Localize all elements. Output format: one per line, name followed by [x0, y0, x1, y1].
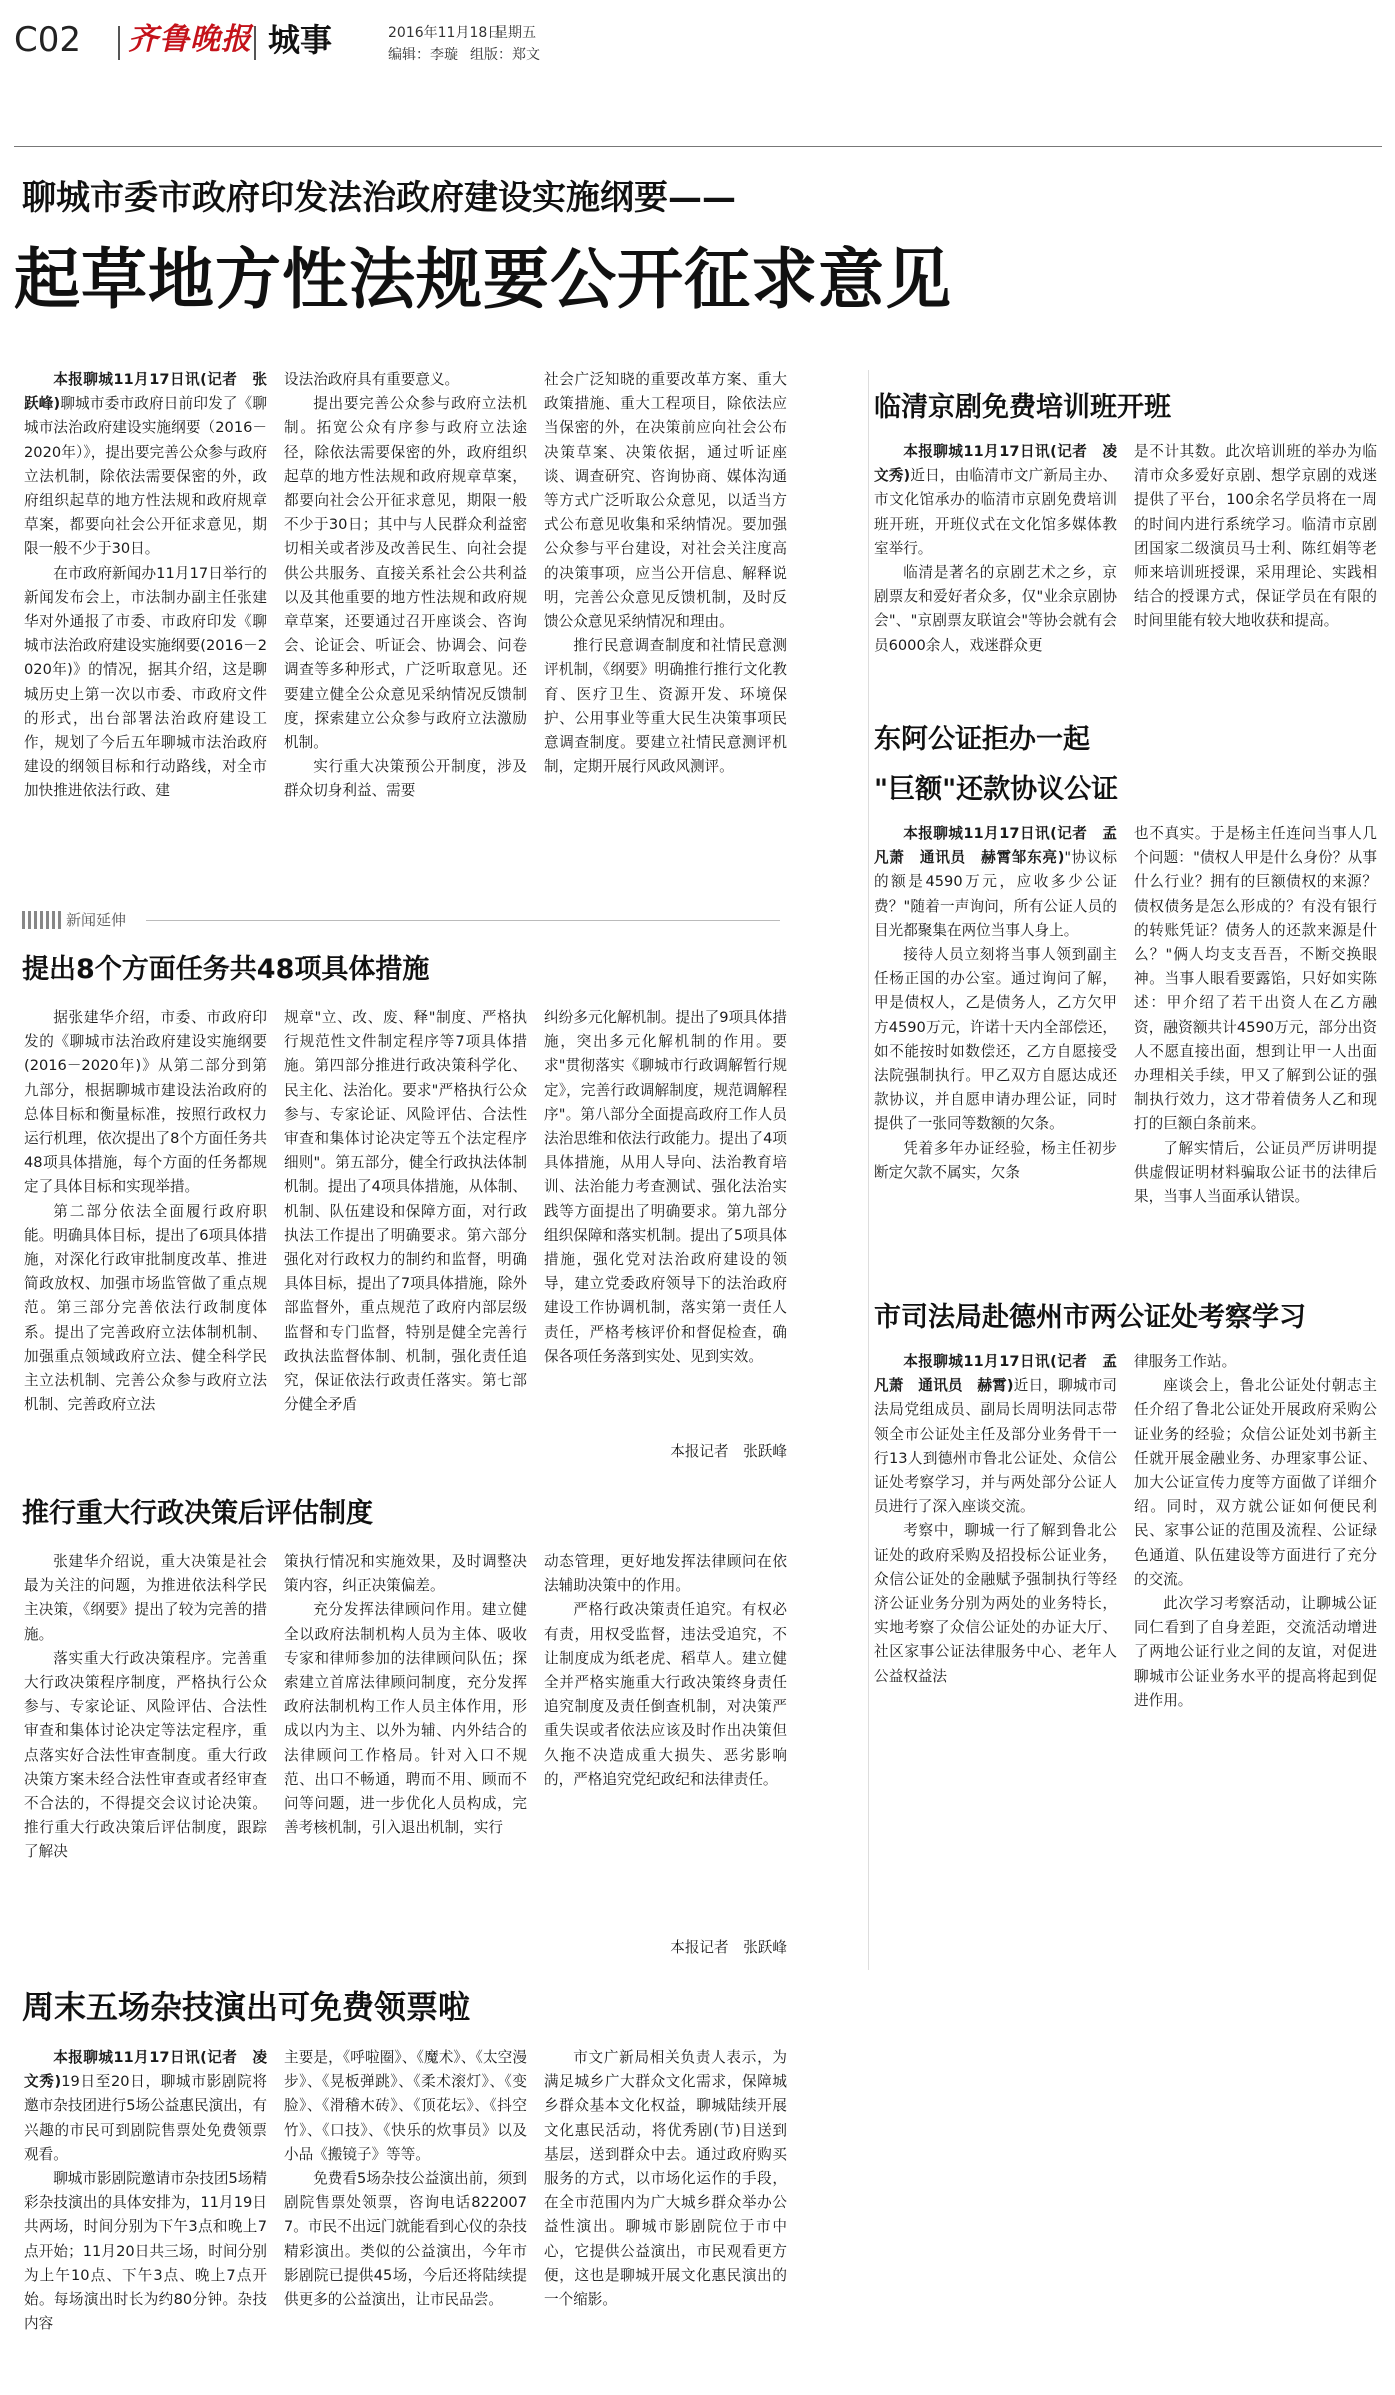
r2-column-2 [1134, 822, 1377, 1288]
paragraph: 充分发挥法律顾问作用。建立健全以政府法制机构人员为主体、吸收专家和律师参加的法律顾问队伍；探索建立首席法律顾问制度，充分发挥政府法制机构工作人员主体作用，形成以内为主、以外为辅、内外结合的法律顾问工作格局。针对入口不规范、出口不畅通，聘而不用、顾而不问等问题，进一步优化人员构成，完善考核机制，引入退出机制，实行 [284, 1601, 527, 1837]
section-title: 推行重大行政决策后评估制度 [22, 1498, 373, 1529]
byline: 本报记者 张跃峰 [670, 1443, 787, 1460]
paper-logo: 齐鲁晚报 [128, 22, 252, 57]
r3-column-2 [1134, 1350, 1377, 1834]
article-title: 临清京剧免费培训班开班 [874, 392, 1171, 423]
issue-date: 2016年11月18日 [388, 25, 502, 41]
paragraph: 提出要完善公众参与政府立法机制。拓宽公众有序参与政府立法途径，除依法需要保密的外，政府组织起草的地方性法规和政府规章草案，都要向社会公开征求意见，期限一般不少于30日；其中与人民群众利益密切相关或者涉及改善民生、向社会提供公共服务、直接关系社会公共利益以及其他重要的地方性法规和政府规章草案，还要通过召开座谈会、咨询会、论证会、听证会、协调会、问卷调查等多种形式，广泛听取意见。还要建立健全公众意见采纳情况反馈制度，探索建立公众参与政府立法激励机制。 [284, 395, 527, 752]
paragraph: 落实重大行政决策程序。完善重大行政决策程序制度，严格执行公众参与、专家论证、风险评估、合法性审查和集体讨论决定等法定程序，重点落实好合法性审查制度。重大行政决策方案未经合法性审查或者经审查不合法的，不得提交会议讨论决策。推行重大行政决策后评估制度，跟踪了解决 [24, 1649, 267, 1861]
sec2-column-3 [544, 1550, 787, 1934]
paragraph: 座谈会上，鲁北公证处付朝志主任介绍了鲁北公证处开展政府采购公证业务的经验；众信公证处刘书新主任就开展金融业务、办理家事公证、加大公证宣传力度等方面做了详细介绍。同时，双方就公证如何便民利民、家事公证的范围及流程、公证绿色通道、队伍建设等方面进行了充分的交流。 [1134, 1377, 1377, 1588]
sec1-column-3 [544, 1006, 787, 1440]
paragraph: 在市政府新闻办11月17日举行的新闻发布会上，市法制办副主任张建华对外通报了市委、市政府印发《聊城市法治政府建设实施纲要(2016－2020年)》的情况，据其介绍，这是聊城历史上第一次以市委、市政府文件的形式，出台部署法治政府建设工作，规划了今后五年聊城市法治政府建设的纲领目标和行动路线，对全市加快推进依法行政、建 [24, 564, 267, 800]
r3-column-1 [874, 1350, 1117, 1834]
paragraph: 张建华介绍说，重大决策是社会最为关注的问题，为推进依法科学民主决策，《纲要》提出了较为完善的措施。 [24, 1553, 267, 1643]
sec3-column-1 [24, 2046, 267, 2384]
paragraph: 接待人员立刻将当事人领到副主任杨正国的办公室。通过询问了解，甲是债权人，乙是债务人，乙方欠甲方4590万元，许诺十天内全部偿还，如不能按时如数偿还，乙方自愿接受法院强制执行。甲乙双方自愿达成还款协议，并自愿申请办理公证，同时提供了一张同等数额的欠条。 [874, 946, 1117, 1133]
sec2-column-1 [24, 1550, 267, 1958]
paragraph: 此次学习考察活动，让聊城公证同仁看到了自身差距，交流活动增进了两地公证行业之间的友谊，对促进聊城市公证业务水平的提高将起到促进作用。 [1134, 1595, 1377, 1709]
section-title: 周末五场杂技演出可免费领票啦 [22, 1988, 471, 2026]
paragraph: 凭着多年办证经验，杨主任初步断定欠款不属实，欠条 [874, 1139, 1117, 1181]
sec3-column-3 [544, 2046, 787, 2384]
section-title: 提出8个方面任务共48项具体措施 [22, 954, 430, 985]
paragraph: 免费看5场杂技公益演出前，须到剧院售票处领票，咨询电话8220077。市民不出远门就能看到心仪的杂技精彩演出。类似的公益演出，今年市影剧院已提供45场，今后还将陆续提供更多的公益演出，让市民品尝。 [284, 2170, 527, 2309]
dateline: 本报聊城11月17日讯(记者 孟凡萧 通讯员 赫霄)近日，聊城市司法局党组成员、副局长周明法同志带领全市公证处主任及部分业务骨干一行13人到德州市鲁北公证处、众信公证处考察学习，并与两处部分公证人员进行了深入座谈交流。 [874, 1353, 1117, 1516]
paragraph: 策执行情况和实施效果，及时调整决策内容，纠正决策偏差。 [284, 1553, 527, 1595]
weekday: 星期五 [494, 25, 536, 41]
r1-column-2 [1134, 440, 1377, 712]
article-title: 市司法局赴德州市两公证处考察学习 [874, 1302, 1306, 1333]
paragraph: 也不真实。于是杨主任连问当事人几个问题："债权人甲是什么身份？从事什么行业？拥有的巨额债权的来源？债权债务是怎么形成的？有没有银行的转账凭证？债务人的还款来源是什么？"俩人均支支吾吾，不断交换眼神。当事人眼看要露馅，只好如实陈述：甲介绍了若干出资人在乙方融资，融资额共计4590万元，部分出资人不愿直接出面，想到让甲一人出面办理相关手续，甲又了解到公证的强制执行效力，这才带着债务人乙和现打的巨额白条前来。 [1134, 825, 1377, 1133]
r1-column-1 [874, 440, 1117, 712]
masthead-rule [14, 146, 1382, 147]
paragraph: 考察中，聊城一行了解到鲁北公证处的政府采购及招投标公证业务，众信公证处的金融赋予强制执行等经济公证业务分别为两处的业务特长，实地考察了众信公证处的办证大厅、社区家事公证法律服务中心、老年人公益权益法 [874, 1522, 1117, 1685]
section-name: 城事 [268, 21, 333, 59]
paragraph: 了解实情后，公证员严厉讲明提供虚假证明材料骗取公证书的法律后果，当事人当面承认错误。 [1134, 1139, 1377, 1206]
byline: 本报记者 张跃峰 [670, 1939, 787, 1956]
masthead-divider [118, 26, 120, 60]
dateline: 本报聊城11月17日讯(记者 凌文秀)近日，由临清市文广新局主办、市文化馆承办的临清市京剧免费培训班开班，开班仪式在文化馆多媒体教室举行。 [874, 443, 1117, 557]
paragraph: 社会广泛知晓的重要改革方案、重大政策措施、重大工程项目，除依法应当保密的外，在决策前应向社会公布决策草案、决策依据，通过听证座谈、调查研究、咨询协商、媒体沟通等方式广泛听取公众意见，以适当方式公布意见收集和采纳情况。要加强公众参与平台建设，对社会关注度高的决策事项，应当公开信息、解释说明，完善公众意见反馈机制，及时反馈公众意见采纳情况和理由。 [544, 371, 787, 631]
lead-column-1 [24, 368, 267, 892]
article-kicker: 东阿公证拒办一起 [874, 724, 1090, 755]
paragraph: 律服务工作站。 [1134, 1353, 1237, 1370]
lead-headline: 起草地方性法规要公开征求意见 [14, 241, 952, 318]
paragraph: 据张建华介绍，市委、市政府印发的《聊城市法治政府建设实施纲要(2016－2020年)》从第二部分到第九部分，根据聊城市建设法治政府的总体目标和衡量标准，按照行政权力运行机理，依次提出了8个方面任务共48项具体措施，每个方面的任务都规定了具体目标和实现举措。 [24, 1009, 267, 1196]
page-number: C02 [14, 20, 82, 60]
right-column-divider [868, 370, 869, 1970]
paragraph: 推行民意调查制度和社情民意测评机制，《纲要》明确推行推行文化教育、医疗卫生、资源开发、环境保护、公用事业等重大民生决策事项民意调查制度。要建立社情民意测评机制，定期开展行风政风测评。 [544, 637, 787, 776]
paragraph: 实行重大决策预公开制度，涉及群众切身利益、需要 [284, 758, 527, 800]
masthead-divider [254, 26, 256, 60]
lead-column-3 [544, 368, 787, 892]
sec3-column-2 [284, 2046, 527, 2384]
paragraph: 严格行政决策责任追究。有权必有责，用权受监督，违法受追究，不让制度成为纸老虎、稻草人。建立健全并严格实施重大行政决策终身责任追究制度及责任倒查机制，对决策严重失误或者依法应该及时作出决策但久拖不决造成重大损失、恶劣影响的，严格追究党纪政纪和法律责任。 [544, 1601, 787, 1788]
masthead [0, 0, 1395, 80]
editor-credit: 编辑：李璇 [388, 47, 458, 63]
news-extension-bar [22, 908, 780, 932]
lead-column-2 [284, 368, 527, 892]
layout-credit: 组版：郑文 [470, 47, 540, 63]
sec2-column-2 [284, 1550, 527, 1958]
paragraph: 市文广新局相关负责人表示，为满足城乡广大群众文化需求，保障城乡群众基本文化权益，聊城陆续开展文化惠民活动，将优秀剧(节)目送到基层，送到群众中去。通过政府购买服务的方式，以市场化运作的手段，在全市范围内为广大城乡群众举办公益性演出。聊城市影剧院位于市中心，它提供公益演出，市民观看更方便，这也是聊城开展文化惠民演出的一个缩影。 [544, 2049, 787, 2309]
dateline: 本报聊城11月17日讯(记者 凌文秀)19日至20日，聊城市影剧院将邀市杂技团进行5场公益惠民演出，有兴趣的市民可到剧院售票处免费领票观看。 [24, 2049, 267, 2163]
extension-line [146, 920, 780, 921]
extension-stripes [22, 911, 62, 929]
extension-label: 新闻延伸 [66, 911, 127, 929]
paragraph: 设法治政府具有重要意义。 [284, 371, 460, 388]
r2-column-1 [874, 822, 1117, 1288]
paragraph: 动态管理，更好地发挥法律顾问在依法辅助决策中的作用。 [544, 1553, 787, 1595]
lead-kicker: 聊城市委市政府印发法治政府建设实施纲要—— [22, 178, 736, 218]
paragraph: 是不计其数。此次培训班的举办为临清市众多爱好京剧、想学京剧的戏迷提供了平台，100余名学员将在一周的时间内进行系统学习。临清市京剧团国家二级演员马士利、陈红娟等老师来培训班授课，采用理论、实践相结合的授课方式，保证学员在有限的时间里能有较大地收获和提高。 [1134, 443, 1377, 630]
paragraph: 聊城市影剧院邀请市杂技团5场精彩杂技演出的具体安排为，11月19日共两场，时间分别为下午3点和晚上7点开始；11月20日共三场，时间分别为上午10点、下午3点、晚上7点开始。每场演出时长为约80分钟。杂技内容 [24, 2170, 267, 2333]
paragraph: 规章"立、改、废、释"制度、严格执行规范性文件制定程序等7项具体措施。第四部分推进行政决策科学化、民主化、法治化。要求"严格执行公众参与、专家论证、风险评估、合法性审查和集体讨论决定等五个法定程序细则"。第五部分，健全行政执法体制机制。提出了4项具体措施，从体制、机制、队伍建设和保障方面，对行政执法工作提出了明确要求。第六部分强化对行政权力的制约和监督，明确具体目标，提出了7项具体措施，除外部监督外，重点规范了政府内部层级监督和专门监督，特别是健全完善行政执法监督体制、机制，强化责任追究，保证依法行政责任落实。第七部分健全矛盾 [284, 1009, 527, 1414]
sec1-column-1 [24, 1006, 267, 1464]
paragraph: 纠纷多元化解机制。提出了9项具体措施，突出多元化解机制的作用。要求"贯彻落实《聊城市行政调解暂行规定》，完善行政调解制度，规范调解程序"。第八部分全面提高政府工作人员法治思维和依法行政能力。提出了4项具体措施，从用人导向、法治教育培训、法治能力考查测试、强化法治实践等方面提出了明确要求。第九部分组织保障和落实机制。提出了5项具体措施，强化党对法治政府建设的领导，建立党委政府领导下的法治政府建设工作协调机制，落实第一责任人责任，严格考核评价和督促检查，确保各项任务落到实处、见到实效。 [544, 1009, 787, 1365]
dateline: 本报聊城11月17日讯(记者 张跃峰)聊城市委市政府日前印发了《聊城市法治政府建设实施纲要（2016－2020年）》，提出要完善公众参与政府立法机制，除依法需要保密的外，政府组织起草的地方性法规和政府规章草案，都要向社会公开征求意见，期限一般不少于30日。 [24, 371, 267, 558]
article-title: "巨额"还款协议公证 [874, 774, 1119, 805]
paragraph: 临清是著名的京剧艺术之乡，京剧票友和爱好者众多，仅"业余京剧协会"、"京剧票友联谊会"等协会就有会员6000余人，戏迷群众更 [874, 564, 1117, 654]
sec1-column-2 [284, 1006, 527, 1464]
paragraph: 主要是，《呼啦圈》、《魔术》、《太空漫步》、《晃板弹跳》、《柔术滚灯》、《变脸》、《滑稽木砖》、《顶花坛》、《抖空竹》、《口技》、《快乐的炊事员》以及小品《搬镜子》等等。 [284, 2049, 527, 2163]
dateline: 本报聊城11月17日讯(记者 孟凡萧 通讯员 赫霄邹东亮)"协议标的额是4590万元，应收多少公证费？"随着一声询问，所有公证人员的目光都聚集在两位当事人身上。 [874, 825, 1117, 939]
paragraph: 第二部分依法全面履行政府职能。明确具体目标，提出了6项具体措施，对深化行政审批制度改革、推进简政放权、加强市场监管做了重点规范。第三部分完善依法行政制度体系。提出了完善政府立法体制机制、加强重点领域政府立法、健全科学民主立法机制、完善公众参与政府立法机制、完善政府立法 [24, 1202, 267, 1414]
